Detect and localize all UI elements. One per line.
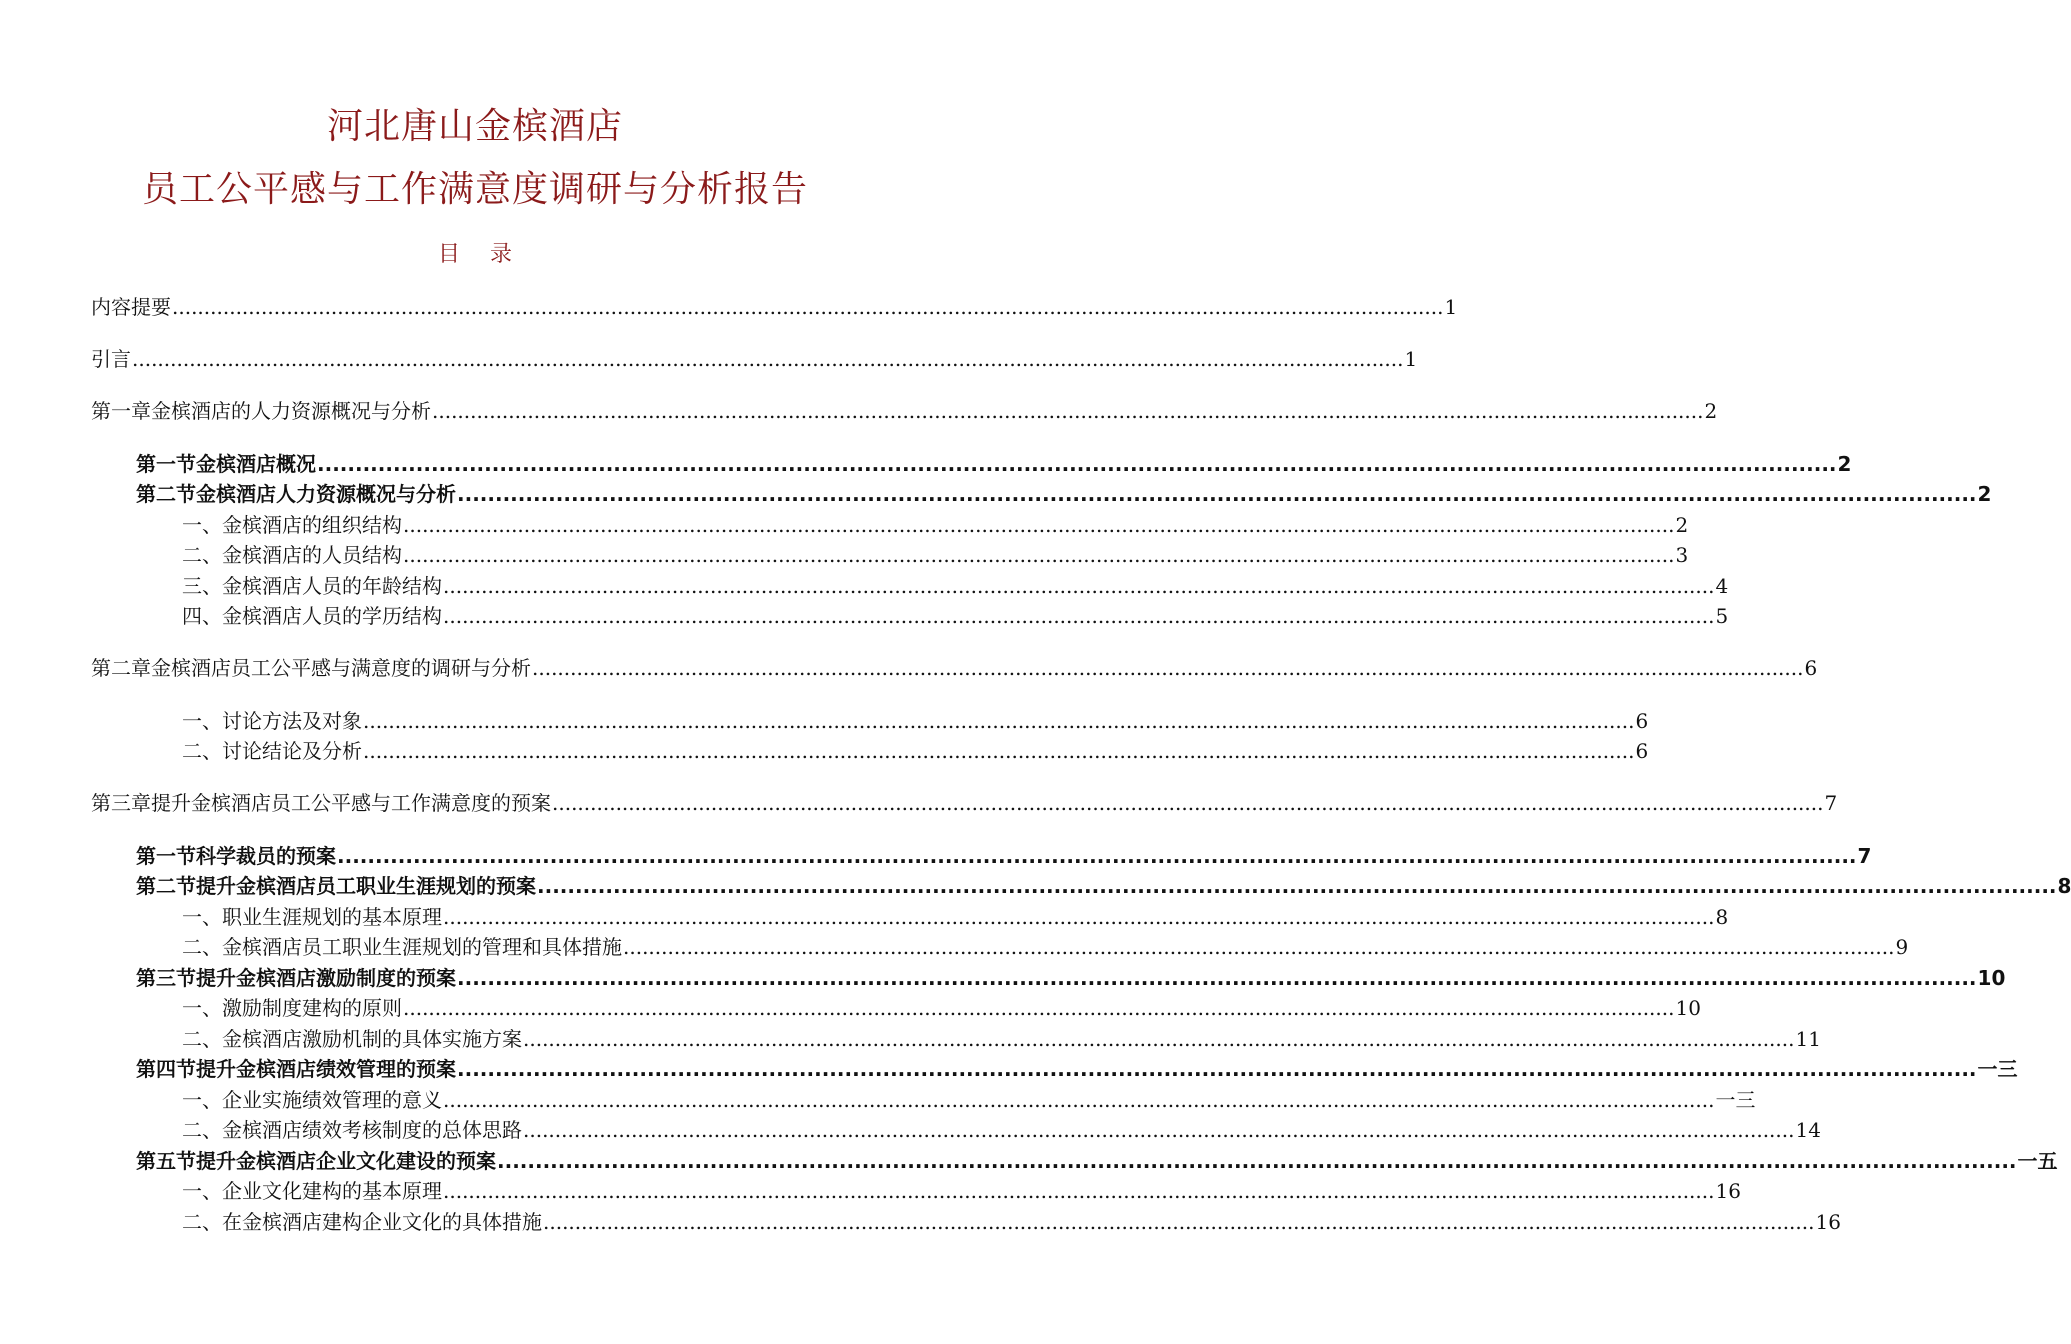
dot-leader: ........................................................................................................................................................................................................ <box>497 1149 2017 1173</box>
toc-entry[interactable] <box>182 708 1649 734</box>
toc-entry[interactable] <box>182 904 1729 930</box>
dot-leader: ........................................................................................................................................................................................................ <box>543 1210 1815 1234</box>
toc-entry[interactable] <box>182 1209 1841 1235</box>
dot-leader: ........................................................................................................................................................................................................ <box>552 791 1824 815</box>
dot-leader: ........................................................................................................................................................................................................ <box>337 844 1857 868</box>
dot-leader: ........................................................................................................................................................................................................ <box>443 604 1715 628</box>
toc-entry[interactable] <box>136 481 1992 507</box>
toc-heading <box>0 242 950 268</box>
toc-entry-page-number: 10 <box>1675 996 1701 1020</box>
toc-entry-page-number: 2 <box>1675 513 1689 537</box>
toc-entry-title: 金槟酒店人力资源概况与分析 <box>196 482 456 506</box>
toc-entry-title: 提升金槟酒店员工公平感与工作满意度的预案 <box>151 791 551 815</box>
dot-leader: ........................................................................................................................................................................................................ <box>403 513 1675 537</box>
toc-entry[interactable] <box>91 294 1458 320</box>
toc-entry-title: 提升金槟酒店企业文化建设的预案 <box>196 1149 496 1173</box>
toc-entry-title: 二、金槟酒店绩效考核制度的总体思路 <box>182 1118 522 1142</box>
toc-entry-title: 一、金槟酒店的组织结构 <box>182 513 402 537</box>
toc-entry[interactable] <box>136 1056 2018 1082</box>
dot-leader: ........................................................................................................................................................................................................ <box>363 709 1635 733</box>
toc-entry[interactable] <box>136 965 2006 991</box>
toc-entry[interactable] <box>182 934 1909 960</box>
toc-entry-title: 提升金槟酒店激励制度的预案 <box>196 966 456 990</box>
dot-leader: ........................................................................................................................................................................................................ <box>317 452 1837 476</box>
toc-entry[interactable] <box>136 1148 2058 1174</box>
toc-entry-title: 金槟酒店的人力资源概况与分析 <box>151 399 431 423</box>
toc-entry-page-number: 11 <box>1795 1027 1821 1051</box>
toc-entry-page-number: 4 <box>1715 574 1729 598</box>
toc-entry-title: 二、金槟酒店激励机制的具体实施方案 <box>182 1027 522 1051</box>
toc-entry[interactable] <box>136 873 2071 899</box>
toc-entry-page-number: 2 <box>1837 452 1852 476</box>
toc-entry-title: 提升金槟酒店绩效管理的预案 <box>196 1057 456 1081</box>
dot-leader: ........................................................................................................................................................................................................ <box>537 874 2057 898</box>
toc-entry[interactable] <box>182 995 1701 1021</box>
toc-entry-number: 第四节 <box>136 1057 196 1081</box>
toc-entry-page-number: 10 <box>1977 966 2006 990</box>
toc-entry-title: 金槟酒店员工公平感与满意度的调研与分析 <box>151 656 531 680</box>
toc-entry-page-number: 5 <box>1715 604 1729 628</box>
toc-entry-title: 二、讨论结论及分析 <box>182 739 362 763</box>
toc-heading-char-1: 目 <box>437 242 460 267</box>
toc-entry-number: 第二章 <box>91 656 151 680</box>
toc-entry-number: 第一节 <box>136 452 196 476</box>
toc-entry[interactable] <box>182 603 1729 629</box>
dot-leader: ........................................................................................................................................................................................................ <box>443 574 1715 598</box>
toc-entry-page-number: 3 <box>1675 543 1689 567</box>
toc-entry[interactable] <box>91 346 1418 372</box>
dot-leader: ........................................................................................................................................................................................................ <box>443 1179 1715 1203</box>
toc-entry-number: 第一节 <box>136 844 196 868</box>
toc-entry-page-number: 8 <box>2057 874 2071 898</box>
toc-entry-title: 三、金槟酒店人员的年龄结构 <box>182 574 442 598</box>
toc-entry-page-number: 14 <box>1795 1118 1821 1142</box>
dot-leader: ........................................................................................................................................................................................................ <box>443 1088 1715 1112</box>
toc-entry-page-number: 7 <box>1857 844 1872 868</box>
dot-leader: ........................................................................................................................................................................................................ <box>432 399 1704 423</box>
dot-leader: ........................................................................................................................................................................................................ <box>403 543 1675 567</box>
toc-entry-page-number: 16 <box>1815 1210 1841 1234</box>
toc-entry[interactable] <box>182 738 1649 764</box>
toc-entry-title: 一、讨论方法及对象 <box>182 709 362 733</box>
toc-entry[interactable] <box>182 542 1689 568</box>
dot-leader: ........................................................................................................................................................................................................ <box>457 1057 1977 1081</box>
toc-entry[interactable] <box>182 1026 1821 1052</box>
toc-entry-page-number: 1 <box>1444 295 1458 319</box>
toc-entry-title: 二、金槟酒店的人员结构 <box>182 543 402 567</box>
dot-leader: ........................................................................................................................................................................................................ <box>363 739 1635 763</box>
toc-entry-title: 提升金槟酒店员工职业生涯规划的预案 <box>196 874 536 898</box>
toc-entry-number: 第一章 <box>91 399 151 423</box>
toc-entry-page-number: 6 <box>1635 739 1649 763</box>
dot-leader: ........................................................................................................................................................................................................ <box>523 1118 1795 1142</box>
toc-entry-title: 二、金槟酒店员工职业生涯规划的管理和具体措施 <box>182 935 622 959</box>
toc-entry-title: 一、职业生涯规划的基本原理 <box>182 905 442 929</box>
toc-entry-page-number: 一三 <box>1977 1057 2018 1081</box>
toc-entry[interactable] <box>182 573 1729 599</box>
toc-entry-page-number: 1 <box>1404 347 1418 371</box>
toc-entry-page-number: 16 <box>1715 1179 1741 1203</box>
dot-leader: ........................................................................................................................................................................................................ <box>132 347 1404 371</box>
toc-entry[interactable] <box>136 451 1852 477</box>
toc-entry-title: 一、激励制度建构的原则 <box>182 996 402 1020</box>
dot-leader: ........................................................................................................................................................................................................ <box>443 905 1715 929</box>
toc-entry-title: 四、金槟酒店人员的学历结构 <box>182 604 442 628</box>
toc-entry-title: 一、企业文化建构的基本原理 <box>182 1179 442 1203</box>
toc-entry[interactable] <box>91 398 1718 424</box>
toc-entry-number: 第二节 <box>136 482 196 506</box>
dot-leader: ........................................................................................................................................................................................................ <box>403 996 1675 1020</box>
toc-entry-page-number: 一三 <box>1715 1088 1756 1112</box>
toc-entry[interactable] <box>182 512 1689 538</box>
toc-entry-page-number: 9 <box>1895 935 1909 959</box>
dot-leader: ........................................................................................................................................................................................................ <box>457 482 1977 506</box>
dot-leader: ........................................................................................................................................................................................................ <box>532 656 1804 680</box>
document-title-line2: 员工公平感与工作满意度调研与分析报告 <box>141 169 808 210</box>
toc-entry-page-number: 6 <box>1635 709 1649 733</box>
toc-entry-page-number: 一五 <box>2017 1149 2058 1173</box>
toc-entry-title: 引言 <box>91 347 131 371</box>
toc-entry-title: 二、在金槟酒店建构企业文化的具体措施 <box>182 1210 542 1234</box>
dot-leader: ........................................................................................................................................................................................................ <box>172 295 1444 319</box>
toc-entry-number: 第五节 <box>136 1149 196 1173</box>
toc-entry-page-number: 2 <box>1977 482 1992 506</box>
toc-entry[interactable] <box>91 655 1818 681</box>
dot-leader: ........................................................................................................................................................................................................ <box>523 1027 1795 1051</box>
toc-entry-title: 金槟酒店概况 <box>196 452 316 476</box>
toc-entry-number: 第二节 <box>136 874 196 898</box>
toc-entry-title: 内容提要 <box>91 295 171 319</box>
toc-entry-number: 第三节 <box>136 966 196 990</box>
toc-entry[interactable] <box>182 1178 1741 1204</box>
toc-entry-title: 一、企业实施绩效管理的意义 <box>182 1088 442 1112</box>
toc-heading-char-2: 录 <box>490 242 513 267</box>
dot-leader: ........................................................................................................................................................................................................ <box>623 935 1895 959</box>
toc-entry[interactable] <box>136 843 1872 869</box>
toc-entry[interactable] <box>182 1117 1821 1143</box>
toc-entry-number: 第三章 <box>91 791 151 815</box>
toc-entry-page-number: 7 <box>1824 791 1838 815</box>
toc-entry[interactable] <box>182 1087 1756 1113</box>
toc-entry-title: 科学裁员的预案 <box>196 844 336 868</box>
dot-leader: ........................................................................................................................................................................................................ <box>457 966 1977 990</box>
toc-entry[interactable] <box>91 790 1838 816</box>
document-title-line1: 河北唐山金槟酒店 <box>326 106 623 147</box>
toc-entry-page-number: 6 <box>1804 656 1818 680</box>
toc-entry-page-number: 2 <box>1704 399 1718 423</box>
toc-entry-page-number: 8 <box>1715 905 1729 929</box>
